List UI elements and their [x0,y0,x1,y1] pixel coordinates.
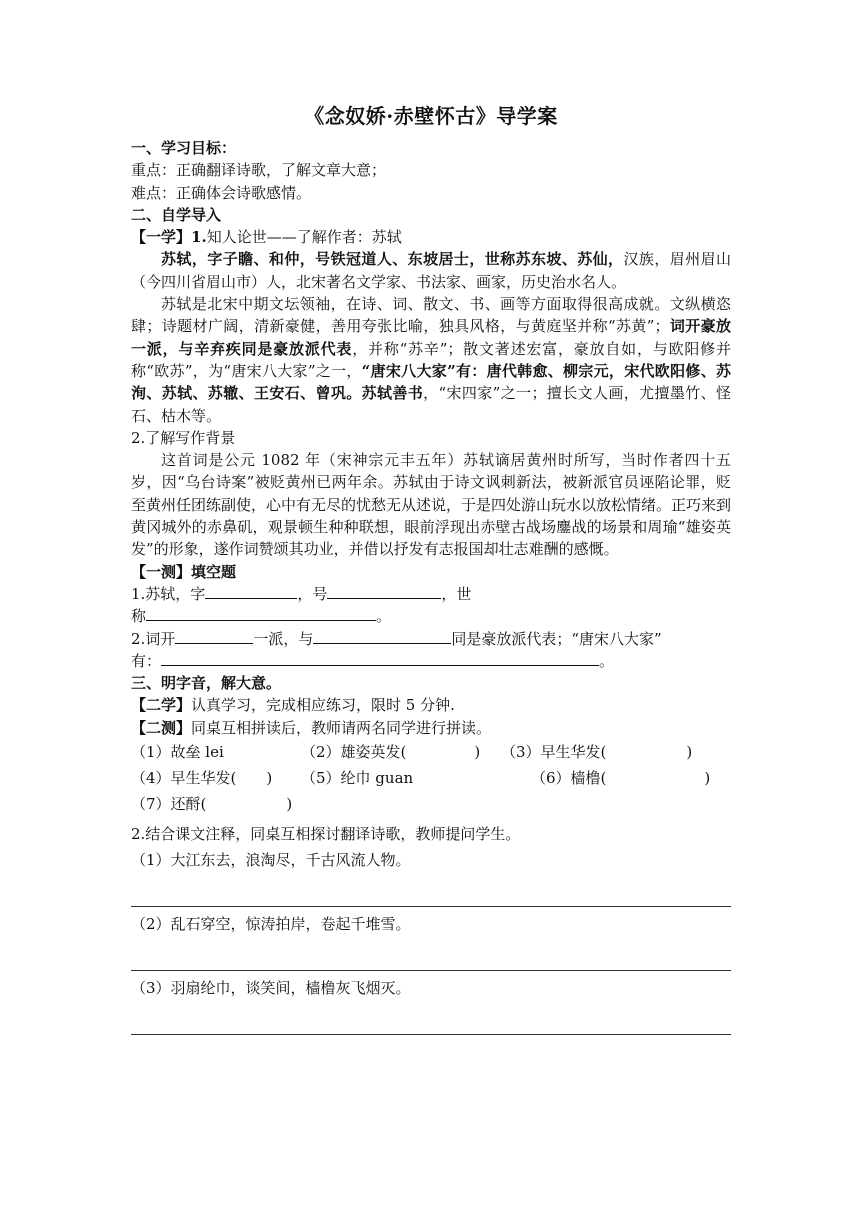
pron-item-2 [301,739,501,765]
achievement-bold-2: “唐宋八大家”有：唐代韩愈、柳宗元，宋代欧阳修、苏洵、苏轼、苏辙、王安石、曾巩。苏轼善书 [131,361,731,403]
pron-item-6-close: ) [704,769,711,788]
q1-blank-shicheng[interactable] [146,605,376,621]
pron-item-6 [531,765,731,791]
pronunciation-row-3 [131,791,731,817]
q1-blank-zi[interactable] [205,583,297,599]
key-point: 重点：正确翻译诗歌，了解文章大意； [131,161,387,180]
pron-item-7 [131,791,331,817]
q2-text-b: 一派，与 [253,629,314,648]
yixue-tag: 【一学】 [131,228,192,247]
background-text: 这首词是公元 1082 年（宋神宗元丰五年）苏轼谪居黄州时所写，当时作者四十五岁，因“乌台诗案”被贬黄州已两年余。苏轼由于诗文讽刺新法，被新派官员诬陷论罪，贬至黄州任团练副使，心中有无尽的忧愁无从述说，于是四处游山玩水以放松情绪。正巧来到黄冈城外的赤鼻矶，观景顿生种种联想，眼前浮现出赤壁古战场鏖战的场景和周瑜“雄姿英发”的形象，遂作词赞颂其功业，并借以抒发有志报国却壮志难酬的感慨。 [131,451,732,559]
erce-line [131,717,731,739]
erxue-line [131,694,731,716]
worksheet-page [131,100,731,1039]
pronunciation-row-1 [131,739,731,765]
q2-blank-ci[interactable] [175,628,253,644]
q1-text-b: ，号 [297,584,328,603]
q2-text-d: 有： [131,651,162,670]
author-bio-rest: 汉族，眉州眉山（今四川省眉山市）人，北宋著名文学家、书法家、画家，历史治水名人。 [131,250,731,291]
q2-blank-haofang[interactable] [313,628,451,644]
q2-blank-bada[interactable] [161,650,599,666]
page-title: 《念奴娇·赤壁怀古》导学案 [304,104,558,128]
pron-item-3 [501,739,731,765]
section-3-heading: 三、明字音，解大意。 [131,674,282,693]
pron-item-2-close: ) [474,743,481,762]
translation-answer-1[interactable] [131,873,731,907]
q1-text-a: 1.苏轼，字 [131,584,206,603]
translation-answer-2[interactable] [131,937,731,971]
q1-blank-hao[interactable] [327,583,441,599]
section-2-heading: 二、自学导入 [131,205,222,224]
background-title: 2.了解写作背景 [131,428,236,447]
pron-item-4-text: （4）早生华发( [131,769,237,788]
author-bio-bold: 苏轼，字子瞻、和仲，号铁冠道人、东坡居士，世称苏东坡、苏仙， [161,250,624,269]
pron-item-6-text: （6）樯橹( [531,769,607,788]
difficulty-point: 难点：正确体会诗歌感情。 [131,183,312,202]
erxue-text: 认真学习，完成相应练习，限时 5 分钟. [191,696,455,715]
pron-item-5: （5）纶巾 guan [301,769,414,788]
q2-text-a: 2.词开 [131,629,176,648]
pron-item-3-text: （3）早生华发( [501,743,607,762]
achievement-text-3: ，“宋四家”之一；擅长文人画，尤擅墨竹、怪石、枯木等。 [131,384,731,425]
pron-item-4 [131,765,301,791]
fill-question-1 [131,583,731,628]
yixue-line [131,226,731,248]
translation-line-1: （1）大江东去，浪淘尽，千古风流人物。 [131,851,411,870]
translation-line-3: （3）羽扇纶巾，谈笑间，樯橹灰飞烟灭。 [131,979,411,998]
erxue-tag: 【二学】 [131,696,192,715]
pron-item-7-text: （7）还酹( [131,795,207,814]
achievement-bold-1: 词开豪放一派，与辛弃疾同是豪放派代表 [131,317,731,358]
author-bio [131,248,731,293]
achievement-text-1: 苏轼是北宋中期文坛领袖，在诗、词、散文、书、画等方面取得很高成就。文纵横恣肆；诗题材广阔，清新豪健，善用夸张比喻，独具风格，与黄庭坚并称“苏黄”； [131,295,731,336]
translation-line-2: （2）乱石穿空，惊涛拍岸，卷起千堆雪。 [131,915,411,934]
yixue-num: 1. [191,228,207,247]
q1-text-e: 。 [376,607,392,626]
achievement-text-2: ，并称“苏辛”；散文著述宏富，豪放自如，与欧阳修并称“欧苏”，为“唐宋八大家”之一， [131,339,731,380]
section-1-heading: 一、学习目标： [131,139,237,157]
erce-tag: 【二测】 [131,718,192,737]
q1-text-c: ，世 [441,584,472,603]
pron-item-4-close: ) [266,769,273,788]
q2-text-c: 同是豪放派代表；“唐宋八大家” [451,629,662,648]
fill-question-2 [131,628,731,673]
q2-text-e: 。 [599,651,615,670]
translation-answer-3[interactable] [131,1001,731,1035]
test-1-heading: 【一测】填空题 [131,562,237,581]
pron-item-1: （1）故垒 lei [131,743,224,762]
pron-item-7-close: ) [286,795,293,814]
author-achievements [131,293,731,427]
pron-item-3-close: ) [686,743,693,762]
translation-task: 2.结合课文注释，同桌互相探讨翻译诗歌，教师提问学生。 [131,825,521,844]
yixue-text: 知人论世——了解作者：苏轼 [206,228,402,247]
erce-text: 同桌互相拼读后，教师请两名同学进行拼读。 [191,718,492,737]
q1-text-d: 称 [131,607,147,626]
pron-item-2-text: （2）雄姿英发( [301,743,407,762]
pronunciation-row-2 [131,765,731,791]
